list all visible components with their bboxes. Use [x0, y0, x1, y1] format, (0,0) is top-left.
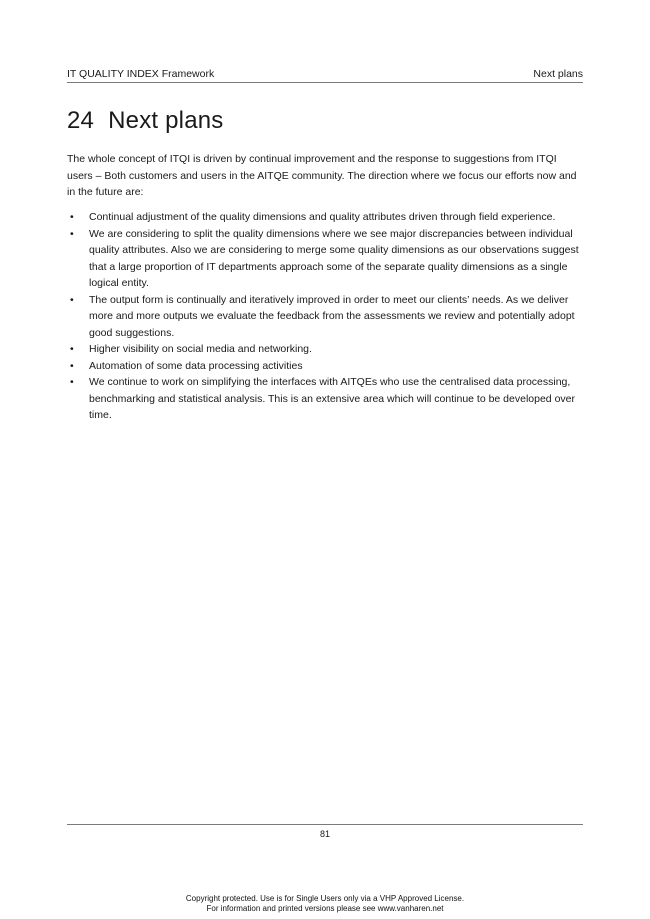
- footer-divider: [67, 824, 583, 825]
- list-item-text: Higher visibility on social media and networking.: [89, 343, 312, 355]
- bullet-icon: •: [70, 293, 74, 306]
- list-item: [67, 341, 583, 358]
- list-item-text: We are considering to split the quality dimensions where we see major discrepancies between individual quality attributes. Also we are considering to merge some quality dimensions as our observations suggest that a large proportion of IT departments approach some of the separate quality dimensions as a single logical entity.: [89, 227, 579, 289]
- header-document-title: IT QUALITY INDEX Framework: [67, 68, 215, 80]
- list-item-text: The output form is continually and iteratively improved in order to meet our clients’ needs. As we deliver more and more outputs we evaluate the feedback from the assessments we review and potentially adopt good suggestions.: [89, 293, 575, 339]
- list-item: [67, 358, 583, 375]
- bullet-icon: •: [70, 343, 74, 355]
- next-plans-list: [67, 209, 583, 424]
- bullet-icon: •: [70, 227, 74, 240]
- chapter-title-text: Next plans: [108, 107, 224, 134]
- list-item: [67, 226, 583, 292]
- header-section-title: Next plans: [533, 68, 583, 80]
- copyright-info-line: For information and printed versions please see www.vanharen.net: [206, 904, 444, 913]
- list-item: [67, 209, 583, 226]
- copyright-notice: [0, 894, 650, 914]
- running-header: [67, 66, 583, 83]
- bullet-icon: •: [70, 376, 74, 388]
- list-item: [67, 374, 583, 424]
- list-item-text: Automation of some data processing activities: [89, 359, 303, 372]
- list-item-text: Continual adjustment of the quality dimensions and quality attributes driven through field experience.: [89, 211, 556, 223]
- bullet-icon: •: [70, 359, 74, 372]
- list-item: [67, 292, 583, 342]
- intro-paragraph: The whole concept of ITQI is driven by continual improvement and the response to suggestions from ITQI users – Both customers and users in the AITQE community. The direction where we focus our efforts now and in the future are:: [67, 153, 577, 198]
- copyright-line: Copyright protected. Use is for Single Users only via a VHP Approved License.: [185, 894, 465, 903]
- page-number: 81: [319, 829, 330, 839]
- list-item-text: We continue to work on simplifying the interfaces with AITQEs who use the centralised data processing, benchmarking and statistical analysis. This is an extensive area which will continue to be developed over time.: [89, 376, 575, 421]
- chapter-title: [67, 105, 224, 137]
- bullet-icon: •: [70, 211, 74, 223]
- chapter-number: 24: [67, 107, 95, 134]
